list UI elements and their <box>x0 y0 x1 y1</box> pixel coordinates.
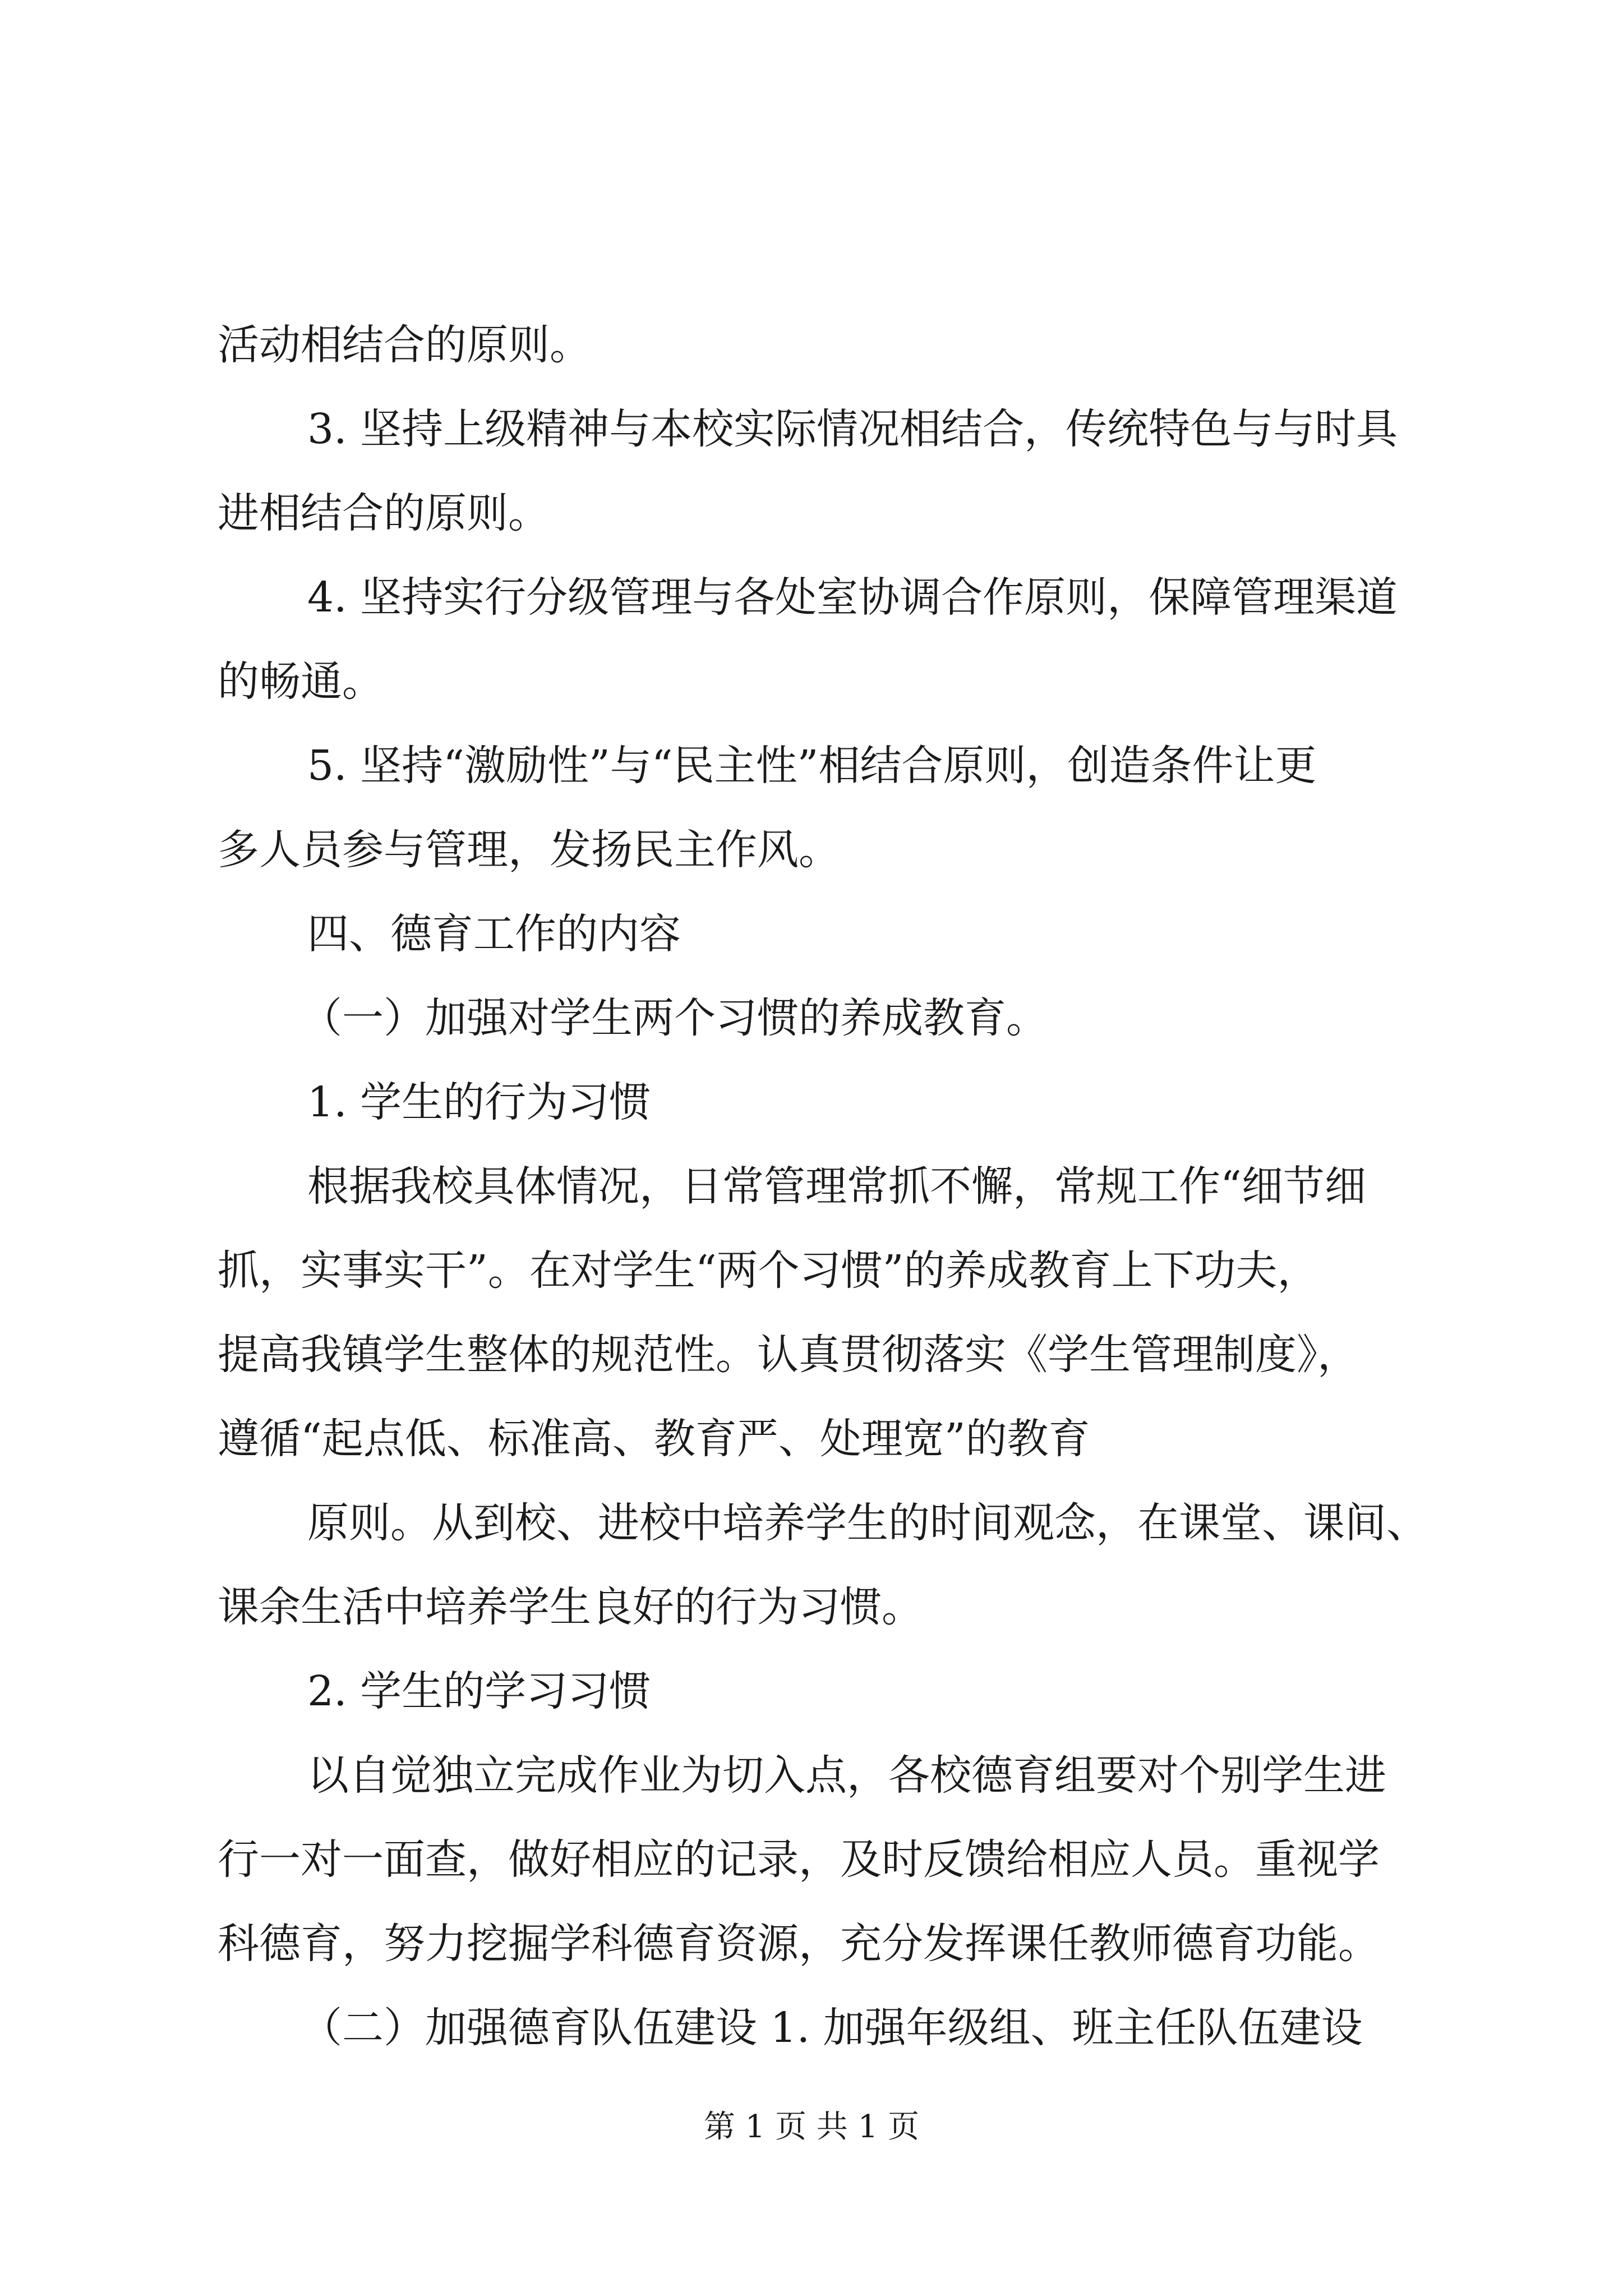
section-heading: 四、德育工作的内容 <box>307 910 681 958</box>
text-line: 多人员参与管理，发扬民主作风。 <box>218 826 840 874</box>
text-line: 4. 坚持实行分级管理与各处室协调合作原则，保障管理渠道 <box>307 573 1398 622</box>
text-line: 行一对一面查，做好相应的记录，及时反馈给相应人员。重视学 <box>218 1835 1380 1884</box>
text-line: 提高我镇学生整体的规范性。认真贯彻落实《学生管理制度》， <box>218 1331 1359 1379</box>
text-line: 根据我校具体情况，日常管理常抓不懈，常规工作“细节细 <box>307 1162 1366 1211</box>
text-line: 原则。从到校、进校中培养学生的时间观念，在课堂、课间、 <box>307 1499 1428 1547</box>
item-heading: 2. 学生的学习习惯 <box>307 1667 651 1715</box>
text-line: 遵循“起点低、标准高、教育严、处理宽”的教育 <box>218 1415 1090 1463</box>
text-line: 活动相结合的原则。 <box>218 321 591 369</box>
text-line: 5. 坚持“激励性”与“民主性”相结合原则，创造条件让更 <box>307 742 1317 790</box>
text-line: 抓，实事实干”。在对学生“两个习惯”的养成教育上下功夫， <box>218 1246 1319 1295</box>
text-line: 的畅通。 <box>218 657 384 706</box>
item-heading: 1. 学生的行为习惯 <box>307 1078 651 1126</box>
document-body <box>218 303 1428 2070</box>
text-line: 科德育，努力挖掘学科德育资源，充分发挥课任教师德育功能。 <box>218 1920 1380 1968</box>
text-line: 进相结合的原则。 <box>218 489 550 537</box>
text-line: 3. 坚持上级精神与本校实际情况相结合，传统特色与与时具 <box>307 405 1398 453</box>
subsection-heading: （一）加强对学生两个习惯的养成教育。 <box>301 994 1048 1042</box>
page-footer: 第 1 页 共 1 页 <box>703 2109 920 2145</box>
text-line: 以自觉独立完成作业为切入点，各校德育组要对个别学生进 <box>307 1751 1386 1800</box>
text-line: 课余生活中培养学生良好的行为习惯。 <box>218 1583 923 1631</box>
subsection-heading: （二）加强德育队伍建设 1. 加强年级组、班主任队伍建设 <box>301 2004 1363 2052</box>
